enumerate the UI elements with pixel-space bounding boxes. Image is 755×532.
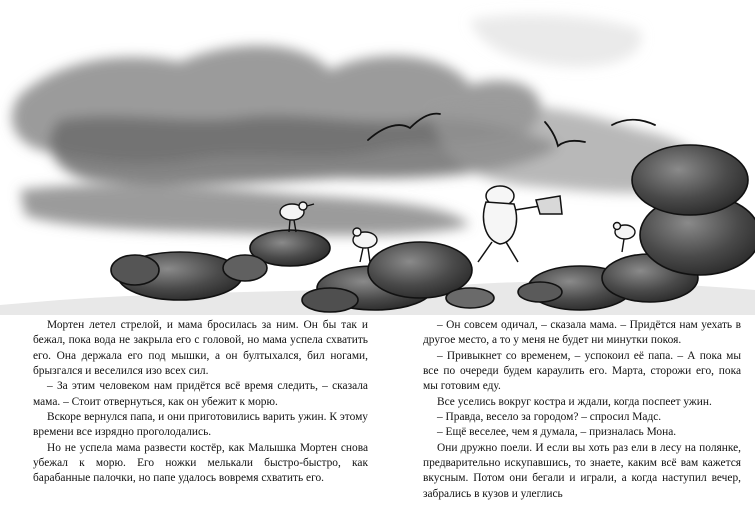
paragraph: – За этим человеком нам придётся всё время следить, – сказала мама. – Стоит отвернуться, как он убежит к морю. <box>33 380 368 408</box>
paragraph: – Привыкнет со временем, – успокоил её папа. – А пока мы все по очереди будем караулить его. Марта, сторожи его, пока мы готовим еду. <box>423 349 741 393</box>
paragraph: Все уселись вокруг костра и ждали, когда поспеет ужин. <box>437 395 712 408</box>
paragraph: – Он совсем одичал, – сказала мама. – Придётся нам уехать в другое место, а то у меня не будет ни минутки покоя. <box>423 319 741 347</box>
running-child <box>478 186 562 262</box>
paragraph: Мортен летел стрелой, и мама бросилась за ним. Он бы так и бежал, пока вода не закрыла его с головой, но мама успела схватить его. Она держала его под мышки, а он бултыхался, бил ногами, брызгался и веселился изо всех сил. <box>33 319 368 378</box>
paragraph: – Правда, весело за городом? – спросил Мадс. <box>437 411 662 424</box>
right-text-column <box>423 318 741 502</box>
left-text-column <box>33 318 368 487</box>
paragraph: Они дружно поели. И если вы хоть раз ели в лесу на полянке, предварительно искупавшись, то знаете, каким всё вам кажется вкусным. Потом они бегали и играли, а когда наступил вечер, забрались в кузов и улеглись <box>423 441 741 500</box>
paragraph: Но не успела мама развести костёр, как Малышка Мортен снова убежал к морю. Его ножки мелькали быстро-быстро, как барабанные палочки, но папе удалось вовремя схватить его. <box>33 441 368 485</box>
paragraph: – Ещё веселее, чем я думала, – призналась Мона. <box>437 426 677 439</box>
paragraph: Вскоре вернулся папа, и они приготовились варить ужин. К этому времени все изрядно проголодались. <box>33 411 368 439</box>
storm-clouds <box>12 15 706 235</box>
